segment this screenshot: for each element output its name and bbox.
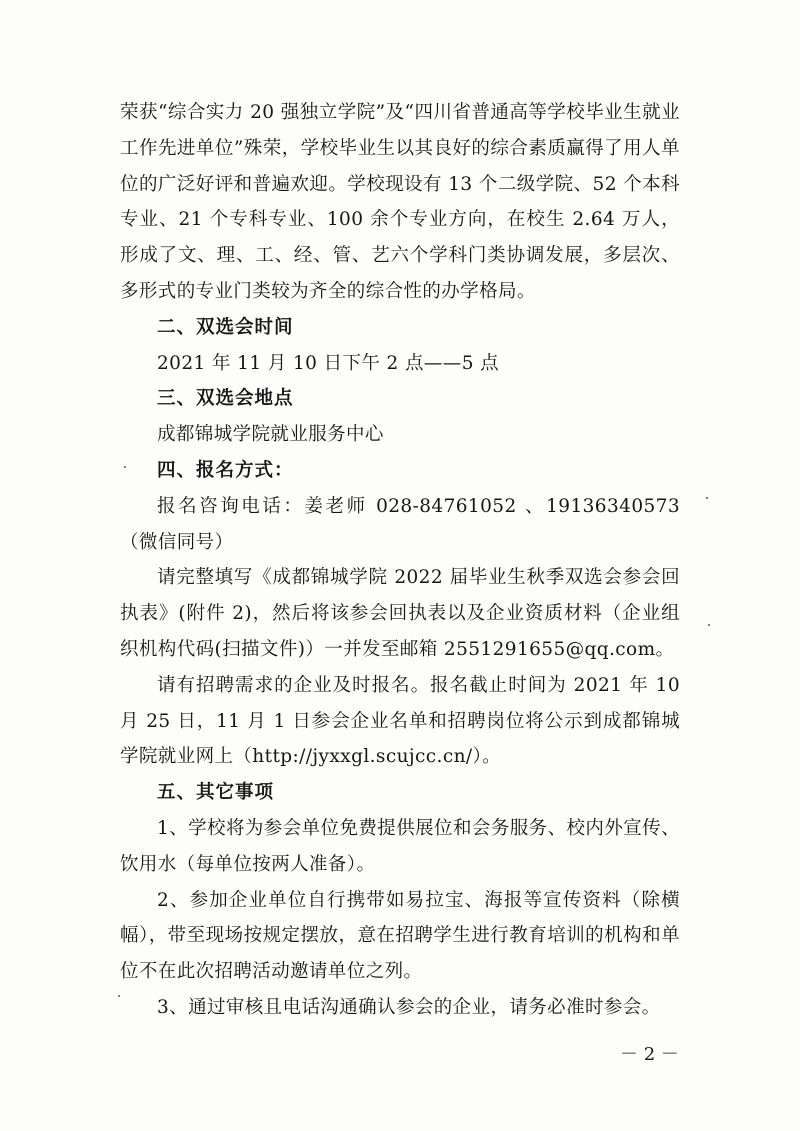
registration-contact: 报名咨询电话：姜老师 028-84761052 、19136340573（微信同号） [120,495,680,553]
section-other-heading: 五、其它事项 [157,782,275,804]
registration-instructions: 请完整填写《成都锦城学院 2022 届毕业生秋季双选会参会回执表》(附件 2)，然后将该参会回执表以及企业资质材料（企业组织机构代码(扫描文件)）一并发至邮箱 2551291655@qq.com。 [120,567,680,660]
document-body [120,95,680,1026]
scan-speck [708,624,710,626]
other-item: 1、学校将为参会单位免费提供展位和会务服务、校内外宣传、饮用水（每单位按两人准备）。 [120,817,680,875]
section-time-text: 2021 年 11 月 10 日下午 2 点——5 点 [157,352,500,374]
page-number: － 2 － [620,1044,679,1065]
intro-paragraph: 荣获“综合实力 20 强独立学院”及“四川省普通高等学校毕业生就业工作先进单位”殊荣，学校毕业生以其良好的综合素质赢得了用人单位的广泛好评和普遍欢迎。学校现设有 13 个二级学院、52 个本科专业、21 个专科专业、100 余个专业方向，在校生 2.64 万人，形成了文、理、工、经、管、艺六个学科门类协调发展，多层次、多形式的专业门类较为齐全的综合性的办学格局。 [120,102,680,302]
section-location-heading: 三、双选会地点 [157,388,294,410]
section-registration-heading: 四、报名方式： [157,459,294,481]
section-time-heading: 二、双选会时间 [157,316,294,338]
section-location-text: 成都锦城学院就业服务中心 [157,424,384,446]
other-item: 2、参加企业单位自行携带如易拉宝、海报等宣传资料（除横幅），带至现场按规定摆放，意在招聘学生进行教育培训的机构和单位不在此次招聘活动邀请单位之列。 [120,889,680,983]
scan-speck [706,497,708,499]
registration-deadline: 请有招聘需求的企业及时报名。报名截止时间为 2021 年 10 月 25 日，11 月 1 日参会企业名单和招聘岗位将公示到成都锦城学院就业网上（http://jyxxgl.scujcc.cn/）。 [120,674,680,768]
scan-speck [118,995,120,997]
scan-speck [124,466,126,468]
other-item: 3、通过审核且电话沟通确认参会的企业，请务必准时参会。 [157,996,661,1018]
